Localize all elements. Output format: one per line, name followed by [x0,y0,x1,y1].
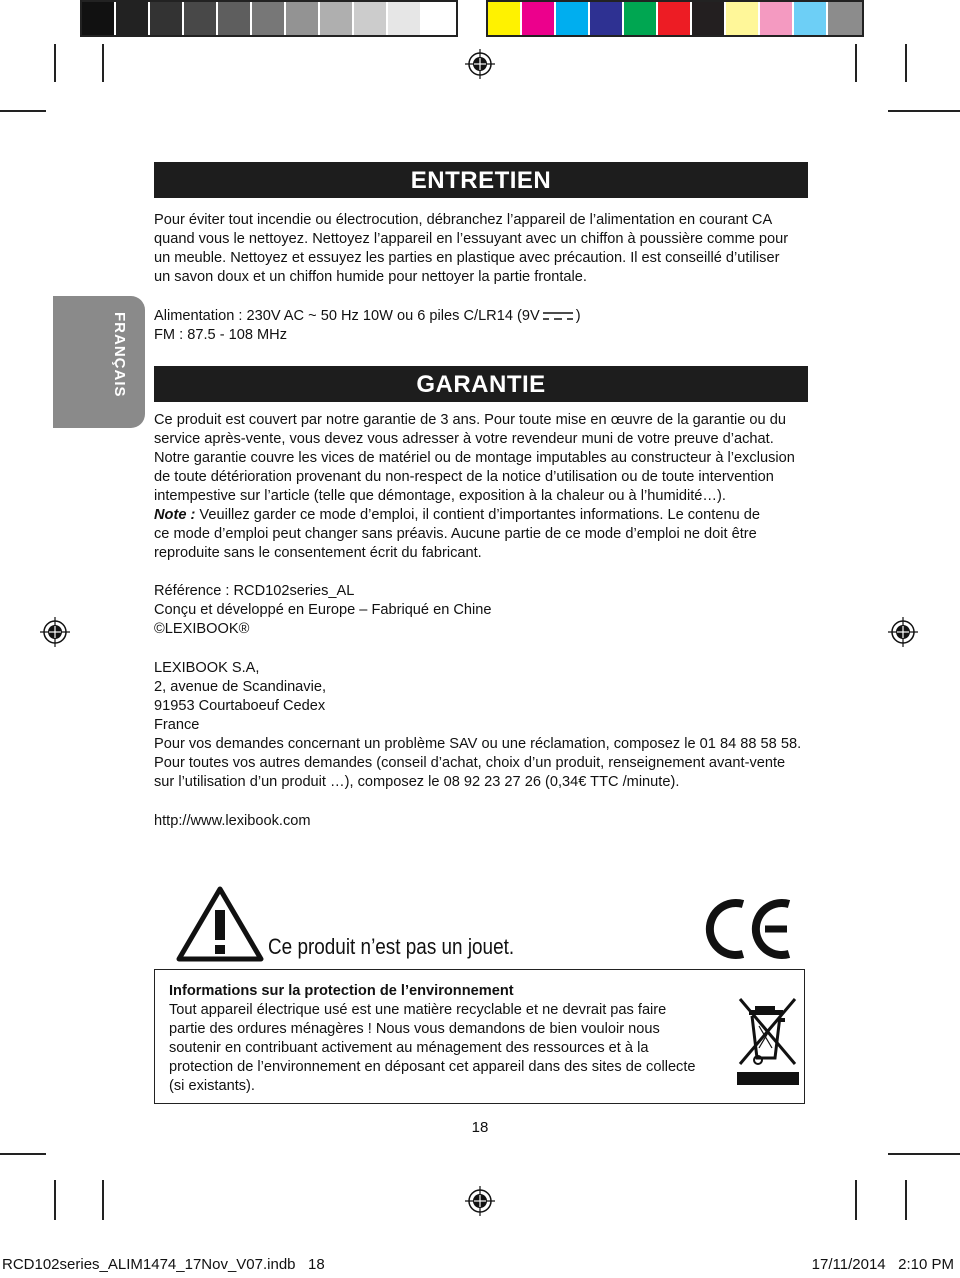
reference-block [154,582,814,639]
file-slug: RCD102series_ALIM1474_17Nov_V07.indb 18 [2,1256,325,1273]
note-label: Note : [154,507,196,523]
text-line: Ce produit est couvert par notre garantie de 3 ans. Pour toute mise en œuvre de la garantie ou du [154,412,786,428]
text-line: LEXIBOOK S.A, [154,660,260,676]
text-line: ©LEXIBOOK® [154,621,250,637]
color-swatch [590,2,624,35]
crop-mark [0,1153,46,1155]
note-line [154,506,814,525]
color-swatch [252,2,286,35]
text-line: ce mode d’emploi peut changer sans préavis. Aucune partie de ce mode d’emploi ne doit être [154,526,757,542]
crop-mark [102,1180,104,1220]
color-swatch [82,2,116,35]
crop-mark [54,44,56,82]
text-line: sur l’utilisation d’un produit …), composez le 08 92 23 27 26 (0,34€ TTC /minute). [154,774,680,790]
registration-mark-icon [465,49,495,79]
crop-mark [855,1180,857,1220]
crop-mark [102,44,104,82]
crop-mark [855,44,857,82]
crop-mark [54,1180,56,1220]
entretien-paragraph [154,211,814,287]
color-swatch [522,2,556,35]
crop-mark [0,110,46,112]
environment-box [154,969,805,1104]
text-line: un savon doux et un chiffon humide pour nettoyer la partie frontale. [154,269,587,285]
color-swatch [150,2,184,35]
color-bar [486,0,864,37]
fm-spec: FM : 87.5 - 108 MHz [154,327,288,343]
registration-mark-icon [888,617,918,647]
crossed-bin-icon [737,996,801,1088]
text-line: service après-vente, vous devez vous adresser à votre revendeur muni de votre preuve d’achat. [154,431,774,447]
company-block [154,659,814,792]
specs [154,307,814,345]
page-number: 18 [471,1119,489,1136]
color-swatch [354,2,388,35]
text-line: partie des ordures ménagères ! Nous vous demandons de bien vouloir nous [169,1021,660,1037]
language-tab [53,296,145,428]
color-swatch [218,2,252,35]
color-swatch [116,2,150,35]
crop-mark [905,44,907,82]
text-line: quand vous le nettoyez. Nettoyez l’appareil en l’essuyant avec un chiffon à poussière comme pour [154,231,789,247]
registration-mark-icon [465,1186,495,1216]
text-line: Notre garantie couvre les vices de matériel ou de montage imputables au constructeur à l’exclusion [154,450,795,466]
website-url-text[interactable]: http://www.lexibook.com [154,813,311,829]
entretien-heading [154,162,808,198]
entretien-heading-text: ENTRETIEN [410,167,552,194]
color-swatch [726,2,760,35]
color-swatch [828,2,862,35]
text-line: (si existants). [169,1078,255,1094]
text-line: Pour toutes vos autres demandes (conseil d’achat, choix d’un produit, renseignement avant-vente [154,755,786,771]
website-url[interactable] [154,812,814,831]
text-line: soutenir en contribuant activement au ménagement des ressources et à la [169,1040,649,1056]
color-swatch [794,2,828,35]
environment-title: Informations sur la protection de l’environnement [169,983,514,999]
text-line: protection de l’environnement en déposant cet appareil dans des sites de collecte [169,1059,696,1075]
text-line: reproduite sans le consentement écrit du fabricant. [154,545,482,561]
dc-symbol-icon [541,310,575,322]
color-swatch [320,2,354,35]
color-swatch [760,2,794,35]
power-spec-text: Alimentation : 230V AC ~ 50 Hz 10W ou 6 piles C/LR14 (9V [154,308,540,324]
registration-mark-icon [40,617,70,647]
warning-triangle-icon [176,886,264,962]
color-swatch [658,2,692,35]
note-text: Veuillez garder ce mode d’emploi, il contient d’importantes informations. Le contenu de [195,507,760,523]
text-line: Pour éviter tout incendie ou électrocution, débranchez l’appareil de l’alimentation en courant CA [154,212,773,228]
crop-mark [888,110,960,112]
color-swatch [388,2,422,35]
color-swatch [692,2,726,35]
power-spec-close: ) [575,308,581,324]
color-swatch [184,2,218,35]
ce-mark-icon [705,898,795,960]
warning-text: Ce produit n’est pas un jouet. [268,934,515,959]
text-line: Tout appareil électrique usé est une matière recyclable et ne devrait pas faire [169,1002,667,1018]
text-line: Pour vos demandes concernant un problème SAV ou une réclamation, composez le 01 84 88 58 58. [154,736,802,752]
power-spec [154,307,814,326]
garantie-heading [154,366,808,402]
text-line: France [154,717,200,733]
crop-mark [905,1180,907,1220]
text-line: de toute détérioration provenant du non-respect de la notice d’utilisation ou de toute intervention [154,469,774,485]
grayscale-bar [80,0,458,37]
color-swatch [286,2,320,35]
text-line: 2, avenue de Scandinavie, [154,679,327,695]
garantie-paragraph [154,411,814,563]
color-swatch [624,2,658,35]
language-tab-label: FRANÇAIS [111,312,128,398]
color-swatch [488,2,522,35]
color-swatch [556,2,590,35]
text-line: intempestive sur l’article (telle que démontage, exposition à la chaleur ou à l’humidité…). [154,488,726,504]
color-swatch [422,2,456,35]
crop-mark [888,1153,960,1155]
text-line: Référence : RCD102series_AL [154,583,355,599]
text-line: Conçu et développé en Europe – Fabriqué en Chine [154,602,492,618]
text-line: un meuble. Nettoyez et essuyez les parties en plastique avec précaution. Il est conseillé d’utiliser [154,250,780,266]
print-datetime: 17/11/2014 2:10 PM [811,1256,954,1273]
environment-text [169,982,729,1096]
garantie-heading-text: GARANTIE [416,371,546,398]
text-line: 91953 Courtaboeuf Cedex [154,698,326,714]
